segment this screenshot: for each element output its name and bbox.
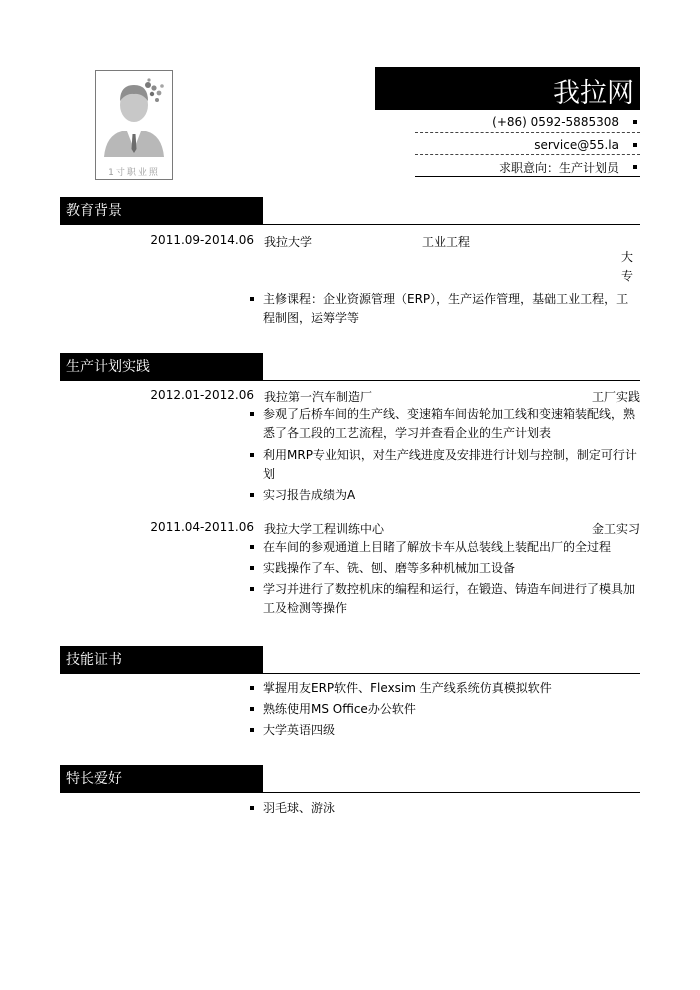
- list-item: 利用MRP专业知识，对生产线进度及安排进行计划与控制，制定可行计划: [250, 446, 640, 484]
- name-banner: [375, 67, 640, 110]
- section-title-hobbies: 特长爱好: [60, 765, 263, 793]
- section-title-practice: 生产计划实践: [60, 353, 263, 381]
- divider: [415, 132, 640, 133]
- practice-org: 我拉第一汽车制造厂: [264, 390, 373, 404]
- square-bullet-icon: [633, 120, 637, 124]
- practice-role: 工厂实践: [591, 390, 640, 404]
- square-bullet-icon: [250, 728, 254, 732]
- job-objective: 求职意向：生产计划员: [498, 160, 619, 175]
- person-silhouette-icon: [96, 71, 172, 179]
- phone-number: (+86) 0592-5885308: [492, 115, 619, 129]
- practice-org: 我拉大学工程训练中心: [264, 522, 385, 536]
- profile-photo: [95, 70, 173, 180]
- list-item: 实践操作了车、铣、刨、磨等多种机械加工设备: [250, 559, 640, 578]
- section-title-education: 教育背景: [60, 197, 263, 225]
- square-bullet-icon: [250, 686, 254, 690]
- major: 工业工程: [422, 235, 471, 249]
- square-bullet-icon: [250, 566, 254, 570]
- list-item: 大学英语四级: [250, 721, 640, 740]
- list-item: 学习并进行了数控机床的编程和运行，在锻造、铸造车间进行了模具加工及检测等操作: [250, 580, 640, 618]
- section-title-skills: 技能证书: [60, 646, 263, 674]
- square-bullet-icon: [250, 412, 254, 416]
- square-bullet-icon: [633, 165, 637, 169]
- list-item: 主修课程：企业资源管理（ERP），生产运作管理，基础工业工程，工程制图，运筹学等: [250, 290, 640, 328]
- email-address: service@55.la: [534, 138, 619, 152]
- square-bullet-icon: [250, 587, 254, 591]
- practice-date: 2011.04-2011.06: [150, 520, 254, 534]
- square-bullet-icon: [250, 453, 254, 457]
- degree: 大专: [621, 250, 634, 283]
- divider: [415, 176, 640, 177]
- objective-row: [415, 156, 640, 178]
- phone-row: [415, 111, 640, 133]
- list-item: 熟练使用MS Office办公软件: [250, 700, 640, 719]
- square-bullet-icon: [250, 297, 254, 301]
- section-rule: [263, 673, 640, 674]
- list-item: 实习报告成绩为A: [250, 486, 640, 505]
- divider: [415, 154, 640, 155]
- section-rule: [263, 224, 640, 225]
- practice-role: 金工实习: [591, 522, 640, 536]
- photo-caption: 1寸职业照: [108, 168, 160, 178]
- list-item: 羽毛球、游泳: [250, 799, 640, 818]
- school-name: 我拉大学: [264, 235, 313, 249]
- practice-date: 2012.01-2012.06: [150, 388, 254, 402]
- square-bullet-icon: [250, 493, 254, 497]
- list-item: 掌握用友ERP软件、Flexsim 生产线系统仿真模拟软件: [250, 679, 640, 698]
- list-item: 参观了后桥车间的生产线、变速箱车间齿轮加工线和变速箱装配线，熟悉了各工段的工艺流程，学习并查看企业的生产计划表: [250, 405, 640, 443]
- email-row: [415, 134, 640, 156]
- square-bullet-icon: [633, 143, 637, 147]
- square-bullet-icon: [250, 545, 254, 549]
- section-rule: [263, 792, 640, 793]
- square-bullet-icon: [250, 707, 254, 711]
- list-item: 在车间的参观通道上目睹了解放卡车从总装线上装配出厂的全过程: [250, 538, 640, 557]
- section-rule: [263, 380, 640, 381]
- candidate-name: 我拉网: [553, 78, 634, 109]
- square-bullet-icon: [250, 806, 254, 810]
- education-date: 2011.09-2014.06: [150, 233, 254, 247]
